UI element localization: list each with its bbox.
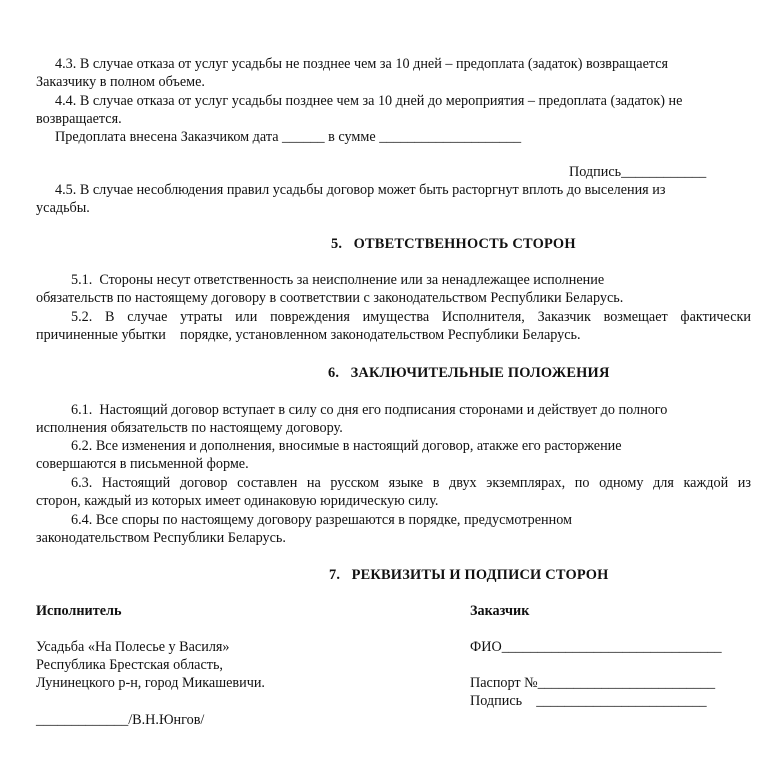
section-6-heading: 6. ЗАКЛЮЧИТЕЛЬНЫЕ ПОЛОЖЕНИЯ: [328, 365, 610, 381]
executor-label: Исполнитель: [36, 603, 122, 619]
clause-4-3-line1: 4.3. В случае отказа от услуг усадьбы не позднее чем за 10 дней – предоплата (задаток) возвращается: [55, 56, 669, 72]
clause-6-3-line2: сторон, каждый из которых имеет одинаковую юридическую силу.: [36, 493, 439, 509]
clause-6-4-line2: законодательством Республики Беларусь.: [36, 530, 286, 546]
clause-4-4-line1: 4.4. В случае отказа от услуг усадьбы позднее чем за 10 дней до мероприятия – предоплата (задаток) не: [55, 93, 683, 109]
executor-address-line3: Лунинецкого р-н, город Микашевичи.: [36, 675, 265, 691]
section-7-heading: 7. РЕКВИЗИТЫ И ПОДПИСИ СТОРОН: [329, 567, 609, 583]
clause-4-5-line2: усадьбы.: [36, 200, 90, 216]
clause-4-5-line1: 4.5. В случае несоблюдения правил усадьбы договор может быть расторгнут вплоть до выселения из: [55, 182, 666, 198]
prepayment-line: Предоплата внесена Заказчиком дата ______ в сумме ____________________: [55, 129, 522, 145]
clause-6-1-line1: 6.1. Настоящий договор вступает в силу со дня его подписания сторонами и действует до полного: [71, 402, 668, 418]
clause-5-1-line1: 5.1. Стороны несут ответственность за неисполнение или за ненадлежащее исполнение: [71, 272, 605, 288]
customer-signature: Подпись ________________________: [470, 693, 707, 709]
clause-5-1-line2: обязательств по настоящему договору в соответствии с законодательством Республики Беларусь.: [36, 290, 624, 306]
customer-passport: Паспорт №_________________________: [470, 675, 716, 691]
clause-6-1-line2: исполнения обязательств по настоящему договору.: [36, 420, 343, 436]
clause-4-4-line2: возвращается.: [36, 111, 122, 127]
clause-6-4-line1: 6.4. Все споры по настоящему договору разрешаются в порядке, предусмотренном: [71, 512, 573, 528]
clause-5-2-line2: причиненные убытки порядке, установленном законодательством Республики Беларусь.: [36, 327, 581, 343]
customer-fio: ФИО_______________________________: [470, 639, 722, 655]
clause-6-2-line1: 6.2. Все изменения и дополнения, вносимые в настоящий договор, атакже его расторжение: [71, 438, 622, 454]
clause-4-3-line2: Заказчику в полном объеме.: [36, 74, 205, 90]
section-5-heading: 5. ОТВЕТСТВЕННОСТЬ СТОРОН: [331, 236, 576, 252]
customer-label: Заказчик: [470, 603, 530, 619]
clause-6-3-line1: 6.3. Настоящий договор составлен на русском языке в двух экземплярах, по одному для каждой из: [71, 475, 751, 491]
prepayment-signature: Подпись____________: [569, 164, 707, 180]
executor-address-line2: Республика Брестская область,: [36, 657, 223, 673]
clause-6-2-line2: совершаются в письменной форме.: [36, 456, 249, 472]
executor-signature: _____________/В.Н.Юнгов/: [36, 712, 205, 728]
clause-5-2-line1: 5.2. В случае утраты или повреждения имущества Исполнителя, Заказчик возмещает фактически: [71, 309, 751, 325]
executor-address-line1: Усадьба «На Полесье у Василя»: [36, 639, 230, 655]
